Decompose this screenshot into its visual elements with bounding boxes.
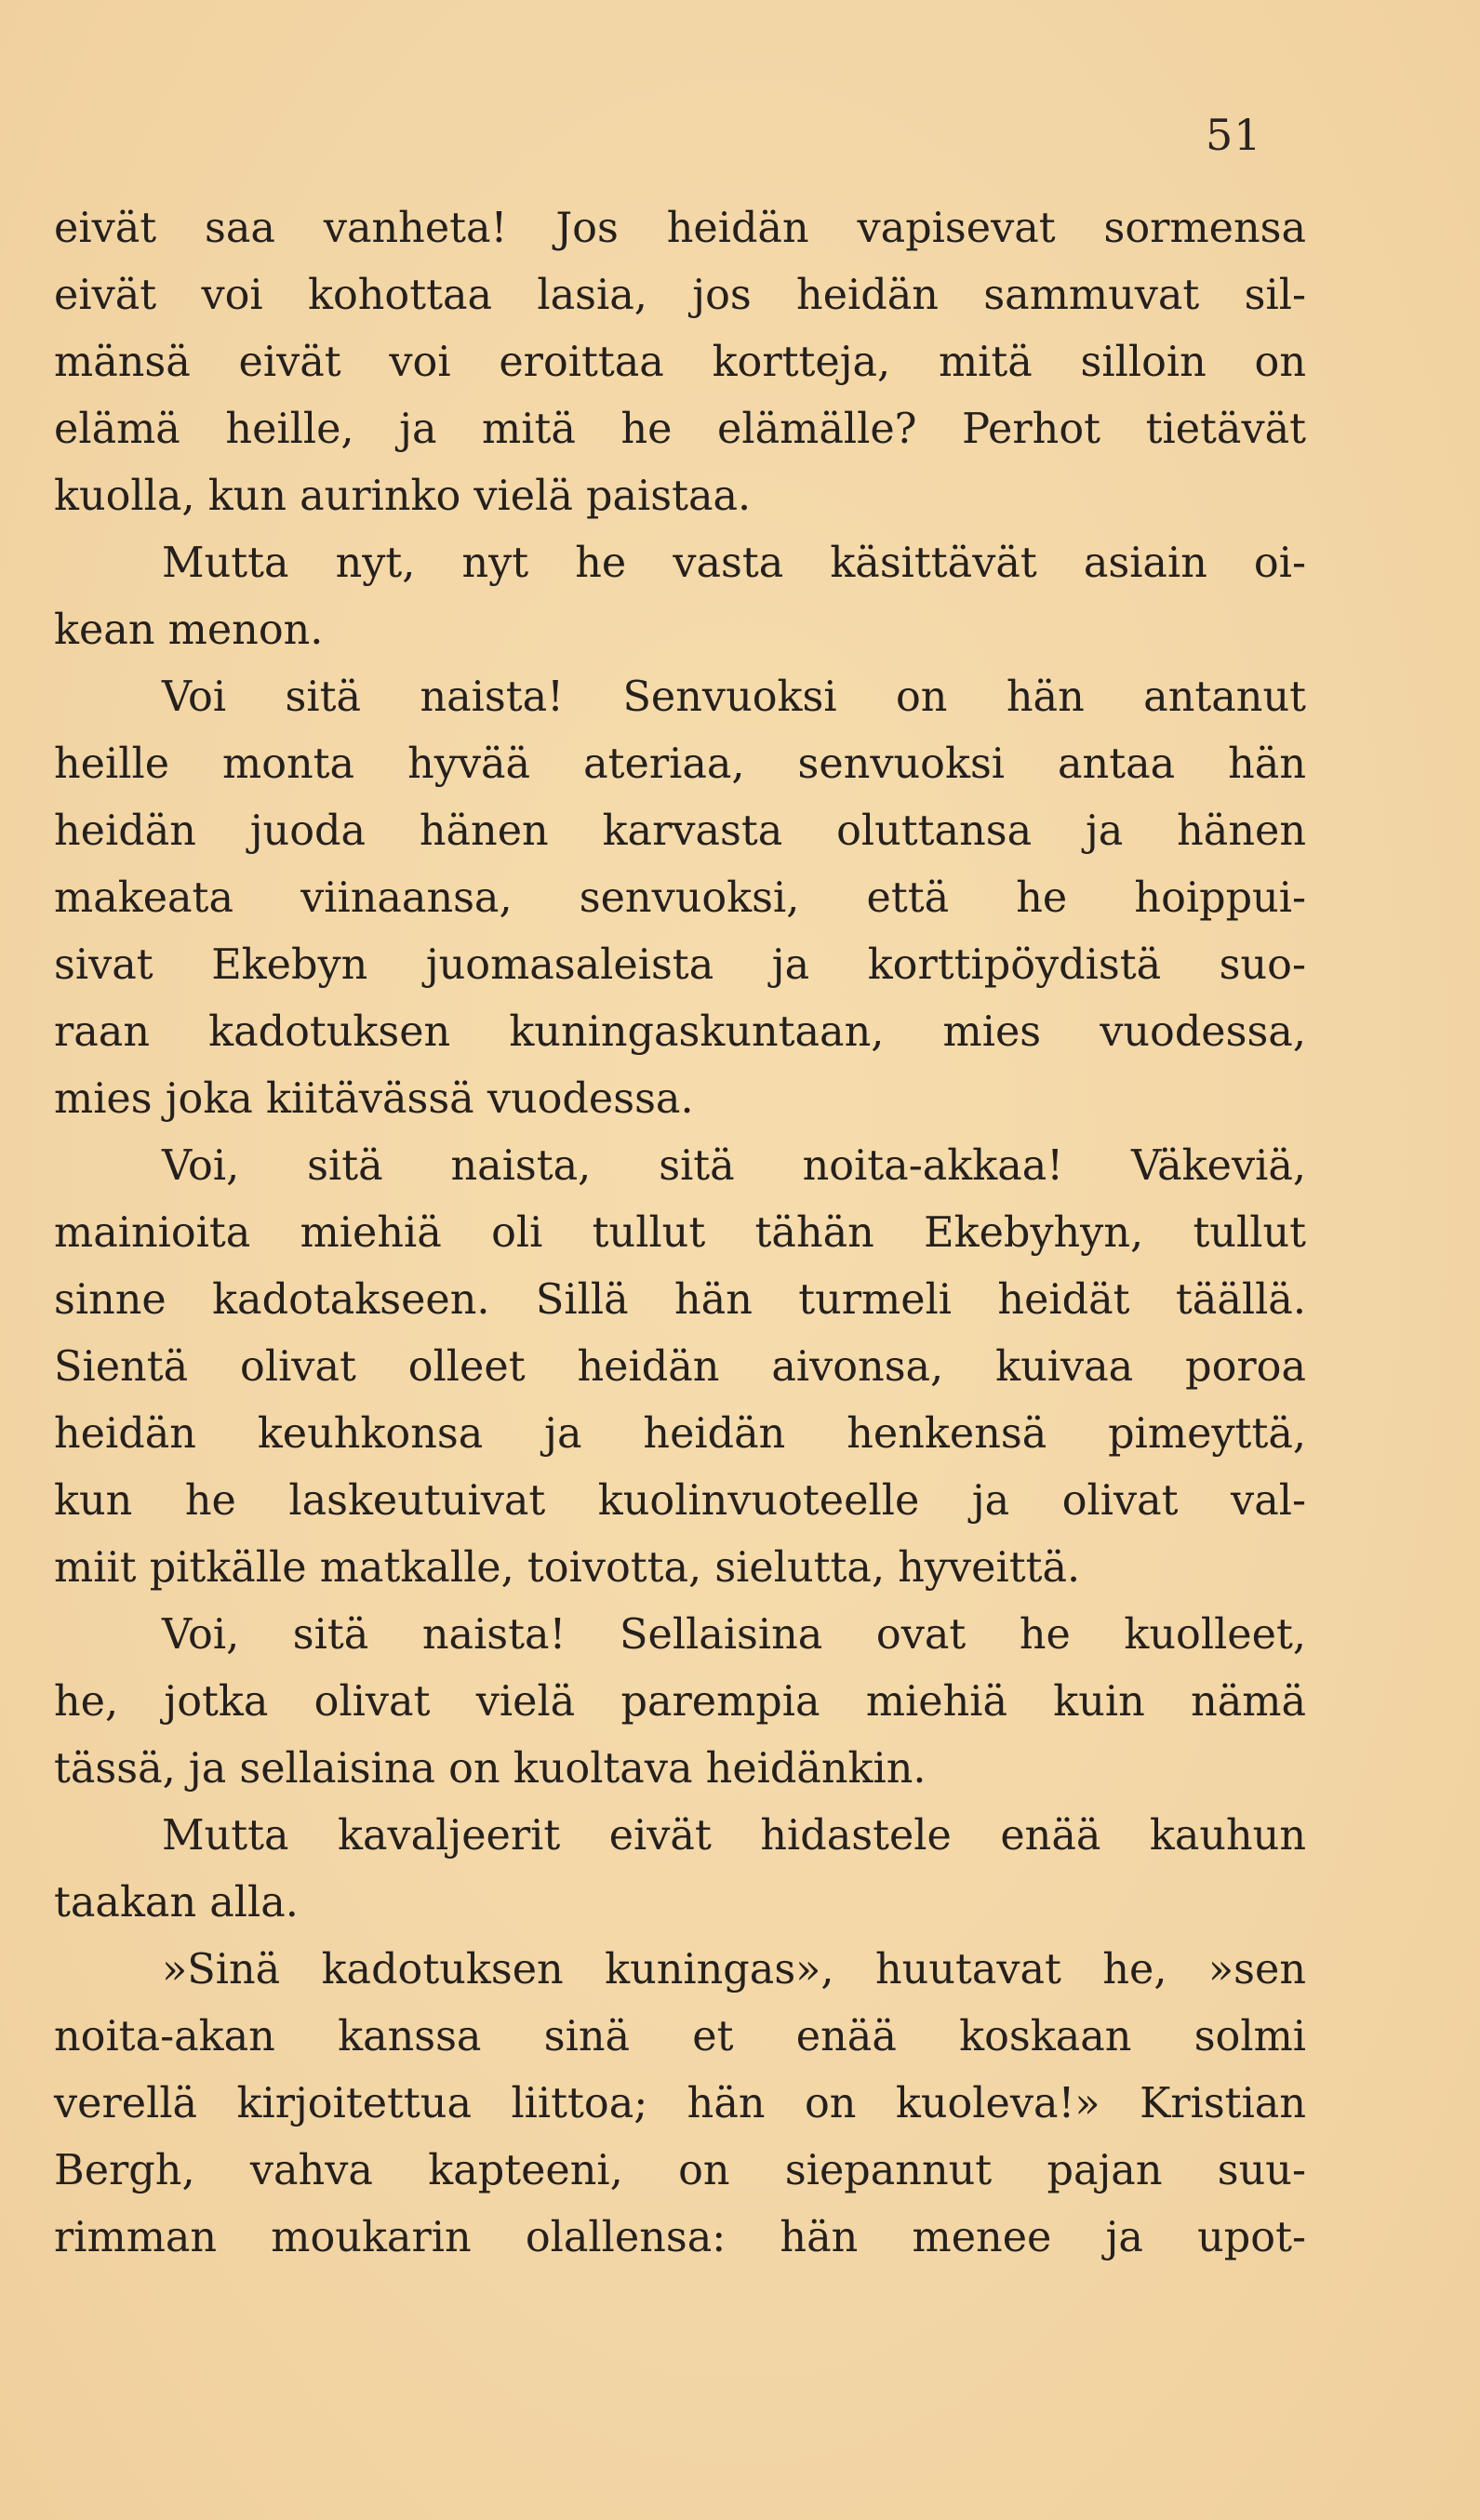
text-line: Voi, sitä naista, sitä noita-akkaa! Väkeviä, [162, 1142, 1306, 1190]
text-line: »Sinä kadotuksen kuningas», huutavat he, »sen [162, 1946, 1306, 1993]
text-line: eivät voi kohottaa lasia, jos heidän sammuvat sil- [54, 272, 1306, 319]
text-line: kun he laskeutuivat kuolinvuoteelle ja olivat val- [54, 1477, 1306, 1525]
text-line: sinne kadotakseen. Sillä hän turmeli heidät täällä. [54, 1276, 1306, 1324]
text-line: makeata viinaansa, senvuoksi, että he hoippui- [54, 874, 1306, 922]
text-line: rimman moukarin olallensa: hän menee ja upot- [54, 2214, 1306, 2261]
text-line: Bergh, vahva kapteeni, on siepannut pajan suu- [54, 2147, 1306, 2194]
text-line: heille monta hyvää ateriaa, senvuoksi antaa hän [54, 740, 1306, 788]
text-line: he, jotka olivat vielä parempia miehiä kuin nämä [54, 1678, 1306, 1726]
text-line: elämä heille, ja mitä he elämälle? Perhot tietävät [54, 406, 1306, 453]
body-text [54, 195, 1306, 2272]
text-line: Mutta nyt, nyt he vasta käsittävät asiain oi- [162, 540, 1306, 587]
text-line: mainioita miehiä oli tullut tähän Ekebyhyn, tullut [54, 1209, 1306, 1257]
text-line: verellä kirjoitettua liittoa; hän on kuoleva!» Kristian [54, 2080, 1306, 2127]
text-line: kuolla, kun aurinko vielä paistaa. [54, 473, 752, 520]
text-line: mies joka kiitävässä vuodessa. [54, 1075, 694, 1123]
text-line: raan kadotuksen kuningaskuntaan, mies vuodessa, [54, 1008, 1306, 1056]
text-line: Voi sitä naista! Senvuoksi on hän antanut [162, 673, 1306, 721]
text-line: Mutta kavaljeerit eivät hidastele enää kauhun [162, 1812, 1306, 1860]
text-line: kean menon. [54, 607, 324, 654]
text-line: eivät saa vanheta! Jos heidän vapisevat sormensa [54, 205, 1306, 252]
text-line: Sientä olivat olleet heidän aivonsa, kuivaa poroa [54, 1343, 1306, 1391]
text-line: Voi, sitä naista! Sellaisina ovat he kuolleet, [162, 1611, 1306, 1659]
text-line: heidän keuhkonsa ja heidän henkensä pimeyttä, [54, 1410, 1306, 1458]
text-line: tässä, ja sellaisina on kuoltava heidänkin. [54, 1745, 927, 1793]
page-number: 51 [1206, 110, 1262, 160]
text-line: noita-akan kanssa sinä et enää koskaan solmi [54, 2013, 1306, 2060]
text-line: miit pitkälle matkalle, toivotta, sielutta, hyveittä. [54, 1544, 1081, 1592]
text-line: heidän juoda hänen karvasta oluttansa ja hänen [54, 807, 1306, 855]
text-line: mänsä eivät voi eroittaa kortteja, mitä silloin on [54, 339, 1306, 386]
text-line: taakan alla. [54, 1879, 299, 1927]
text-line: sivat Ekebyn juomasaleista ja korttipöydistä suo- [54, 941, 1306, 989]
